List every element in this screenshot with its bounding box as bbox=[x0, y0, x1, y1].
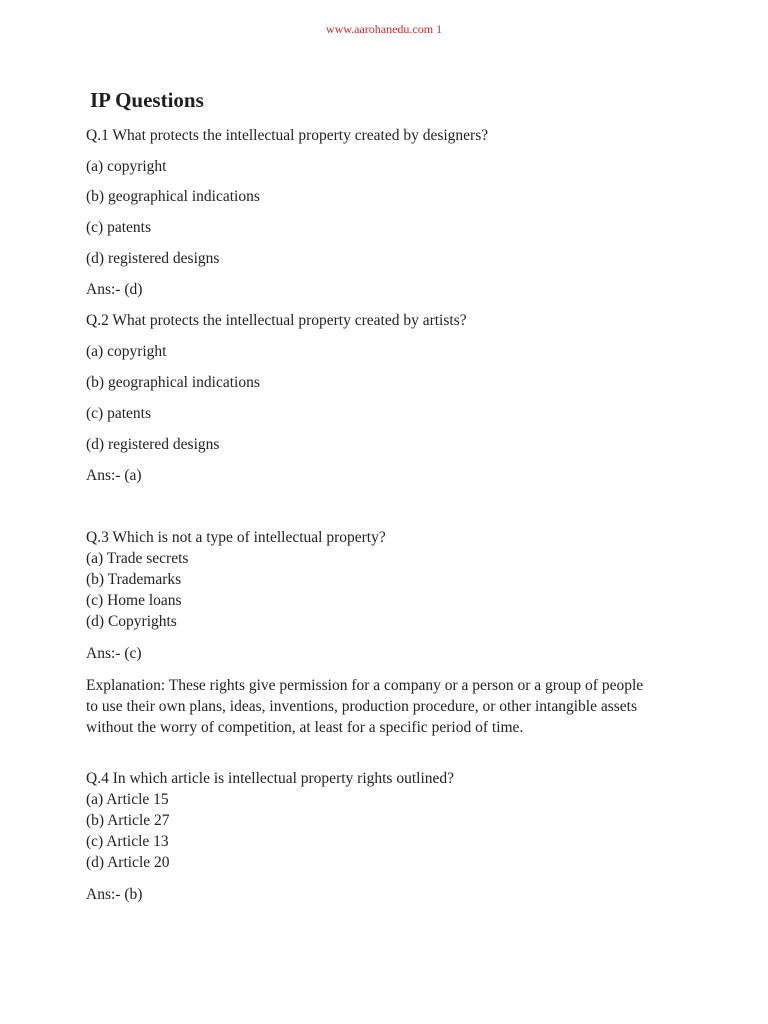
q3-explanation: Explanation: These rights give permission for a company or a person or a group of people to use their own plans, ideas, inventions, production procedure, or other intangible assets without the worry of competition, at least for a specific period of time. bbox=[86, 677, 644, 736]
q4-option-c: (c) Article 13 bbox=[86, 833, 169, 850]
q4-option-d: (d) Article 20 bbox=[86, 854, 170, 871]
question-1: Q.1 What protects the intellectual property created by designers? bbox=[86, 127, 489, 144]
q4-option-b: (b) Article 27 bbox=[86, 812, 170, 829]
question-4: Q.4 In which article is intellectual property rights outlined? bbox=[86, 770, 455, 787]
q1-option-b: (b) geographical indications bbox=[86, 188, 260, 205]
q3-option-b: (b) Trademarks bbox=[86, 571, 182, 588]
q4-answer: Ans:- (b) bbox=[86, 886, 143, 903]
q3-option-d: (d) Copyrights bbox=[86, 613, 177, 630]
q2-option-c: (c) patents bbox=[86, 405, 151, 422]
q2-option-a: (a) copyright bbox=[86, 343, 167, 360]
q3-answer: Ans:- (c) bbox=[86, 645, 142, 662]
site-link[interactable]: www.aarohanedu.com 1 bbox=[325, 22, 443, 36]
q4-option-a: (a) Article 15 bbox=[86, 791, 169, 808]
q2-option-b: (b) geographical indications bbox=[86, 374, 260, 391]
q3-option-a: (a) Trade secrets bbox=[86, 550, 189, 567]
question-3: Q.3 Which is not a type of intellectual property? bbox=[86, 529, 386, 546]
q1-option-c: (c) patents bbox=[86, 219, 151, 236]
q1-option-a: (a) copyright bbox=[86, 158, 167, 175]
question-2: Q.2 What protects the intellectual property created by artists? bbox=[86, 312, 467, 329]
page-title: IP Questions bbox=[90, 88, 204, 112]
q2-answer: Ans:- (a) bbox=[86, 467, 142, 484]
q1-option-d: (d) registered designs bbox=[86, 250, 220, 267]
q3-option-c: (c) Home loans bbox=[86, 592, 182, 609]
q2-option-d: (d) registered designs bbox=[86, 436, 220, 453]
q1-answer: Ans:- (d) bbox=[86, 281, 143, 298]
